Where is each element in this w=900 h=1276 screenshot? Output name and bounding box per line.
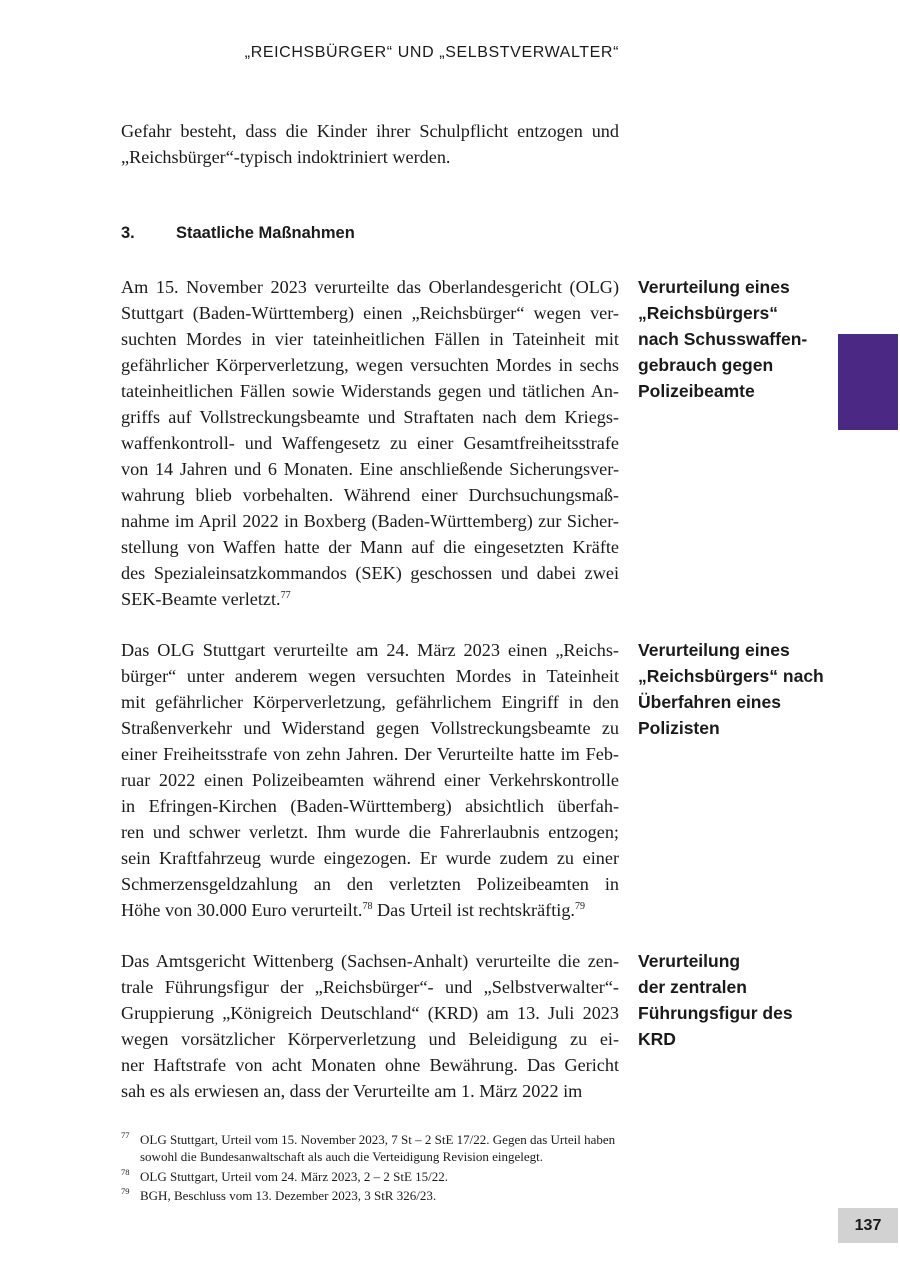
text-line <box>121 1026 619 1052</box>
text-line <box>121 404 619 430</box>
text-segment: „Reichsbürger“-typisch indoktriniert werden. <box>121 147 451 167</box>
margin-note-line: Polizisten <box>638 718 720 738</box>
body-paragraph <box>121 274 619 612</box>
section-title: Staatliche Maßnahmen <box>176 224 355 242</box>
text-segment: Stuttgart (Baden-Württemberg) einen „Reichsbürger“ wegen ver- <box>121 303 619 323</box>
text-segment: suchten Mordes in vier tateinheitlichen Fällen in Tateinheit mit <box>121 329 619 349</box>
margin-note-line: der zentralen <box>638 977 747 997</box>
margin-note <box>638 948 828 1052</box>
text-line <box>121 948 619 974</box>
text-segment: in Efringen-Kirchen (Baden-Württemberg) absichtlich überfah- <box>121 796 619 816</box>
footnote-mark: 79 <box>121 1186 130 1196</box>
text-line <box>121 482 619 508</box>
text-line <box>121 456 619 482</box>
text-segment: Das Urteil ist rechtskräftig. <box>372 900 575 920</box>
text-segment: wahrung blieb vorbehalten. Während einer Durchsuchungsmaß- <box>121 485 619 505</box>
text-line <box>121 560 619 586</box>
text-segment: gefährlicher Körperverletzung, wegen versuchten Mordes in sechs <box>121 355 619 375</box>
page-number: 137 <box>838 1208 898 1243</box>
text-segment: nahme im April 2022 in Boxberg (Baden-Württemberg) zur Sicher- <box>121 511 619 531</box>
text-line <box>121 144 619 170</box>
footnote-reference[interactable]: 78 <box>362 901 373 912</box>
footnote-reference[interactable]: 79 <box>574 901 585 912</box>
text-segment: einer Freiheitsstrafe von zehn Jahren. Der Verurteilte hatte im Feb- <box>121 744 619 764</box>
text-line <box>121 118 619 144</box>
text-line <box>121 508 619 534</box>
text-segment: bürger“ unter anderem wegen versuchten Mordes in Tateinheit <box>121 666 619 686</box>
body-paragraph <box>121 948 619 1104</box>
text-segment: Schmerzensgeldzahlung an den verletzten Polizeibeamten in <box>121 874 619 894</box>
text-line <box>121 1000 619 1026</box>
footnote-reference[interactable]: 77 <box>280 590 291 601</box>
text-segment: ner Haftstrafe von acht Monaten ohne Bewährung. Das Gericht <box>121 1055 619 1075</box>
text-line <box>121 767 619 793</box>
text-segment: des Spezialeinsatzkommandos (SEK) geschossen und dabei zwei <box>121 563 619 583</box>
text-line <box>121 715 619 741</box>
text-line <box>121 1052 619 1078</box>
chapter-tab-marker <box>838 334 898 430</box>
text-line <box>121 326 619 352</box>
margin-note-line: „Reichsbürgers“ nach <box>638 666 824 686</box>
footnote-mark: 78 <box>121 1167 130 1177</box>
text-segment: SEK-Beamte verletzt. <box>121 589 281 609</box>
text-segment: Am 15. November 2023 verurteilte das Oberlandesgericht (OLG) <box>121 277 619 297</box>
text-line <box>121 378 619 404</box>
text-line <box>121 300 619 326</box>
text-segment: Gruppierung „Königreich Deutschland“ (KRD) am 13. Juli 2023 <box>121 1003 619 1023</box>
footnote-mark: 77 <box>121 1130 130 1140</box>
text-line <box>121 871 619 897</box>
text-segment: sah es als erwiesen an, dass der Verurteilte am 1. März 2022 im <box>121 1081 583 1101</box>
section-number: 3. <box>121 224 135 242</box>
section-heading <box>121 224 355 243</box>
footnote-77 <box>121 1131 621 1165</box>
margin-note-line: Verurteilung eines <box>638 277 790 297</box>
text-line <box>121 586 619 612</box>
text-segment: stellung von Waffen hatte der Mann auf die eingesetzten Kräfte <box>121 537 619 557</box>
text-segment: wegen vorsätzlicher Körperverletzung und Beleidigung zu ei- <box>121 1029 619 1049</box>
text-line <box>121 274 619 300</box>
margin-note-line: nach Schusswaffen- <box>638 329 808 349</box>
text-line <box>121 974 619 1000</box>
margin-note-line: Verurteilung eines <box>638 640 790 660</box>
text-segment: trale Führungsfigur der „Reichsbürger“- und „Selbstverwalter“- <box>121 977 619 997</box>
text-line <box>121 352 619 378</box>
text-segment: Höhe von 30.000 Euro verurteilt. <box>121 900 363 920</box>
footnote-text: BGH, Beschluss vom 13. Dezember 2023, 3 StR 326/23. <box>140 1188 437 1203</box>
margin-note-line: gebrauch gegen <box>638 355 774 375</box>
text-line <box>121 637 619 663</box>
margin-note <box>638 637 828 741</box>
text-segment: waffenkontroll- und Waffengesetz zu einer Gesamtfreiheitsstrafe <box>121 433 619 453</box>
text-line <box>121 1078 619 1104</box>
footnote-text: OLG Stuttgart, Urteil vom 24. März 2023, 2 – 2 StE 15/22. <box>140 1169 449 1184</box>
text-line <box>121 741 619 767</box>
text-segment: von 14 Jahren und 6 Monaten. Eine anschließende Sicherungsver- <box>121 459 619 479</box>
text-segment: sein Kraftfahrzeug wurde eingezogen. Er wurde zudem zu einer <box>121 848 619 868</box>
margin-note-line: Führungsfigur des <box>638 1003 793 1023</box>
text-segment: ruar 2022 einen Polizeibeamten während einer Verkehrskontrolle <box>121 770 619 790</box>
footnote-78 <box>121 1168 621 1185</box>
text-line <box>121 534 619 560</box>
margin-note-line: KRD <box>638 1029 676 1049</box>
footnote-text: OLG Stuttgart, Urteil vom 15. November 2023, 7 St – 2 StE 17/22. Gegen das Urteil haben sowohl die Bundesanwaltschaft als auch die Verteidigung Revision eingelegt. <box>140 1132 616 1164</box>
body-paragraph <box>121 637 619 923</box>
text-line <box>121 793 619 819</box>
margin-note <box>638 274 828 404</box>
text-segment: tateinheitlichen Fällen sowie Widerstands gegen und tätlichen An- <box>121 381 619 401</box>
margin-note-line: Verurteilung <box>638 951 741 971</box>
text-line <box>121 689 619 715</box>
text-segment: griffs auf Vollstreckungsbeamte und Straftaten nach dem Kriegs- <box>121 407 619 427</box>
margin-note-line: Überfahren eines <box>638 692 781 712</box>
text-segment: mit gefährlicher Körperverletzung, gefährlichem Eingriff in den <box>121 692 619 712</box>
text-line <box>121 897 619 923</box>
text-segment: ren und schwer verletzt. Ihm wurde die Fahrerlaubnis entzogen; <box>121 822 619 842</box>
margin-note-line: Polizeibeamte <box>638 381 755 401</box>
text-line <box>121 819 619 845</box>
text-segment: Straßenverkehr und Widerstand gegen Vollstreckungsbeamte zu <box>121 718 619 738</box>
text-line <box>121 430 619 456</box>
text-segment: Das Amtsgericht Wittenberg (Sachsen-Anhalt) verurteilte die zen- <box>121 951 619 971</box>
margin-note-line: „Reichsbürgers“ <box>638 303 779 323</box>
text-segment: Das OLG Stuttgart verurteilte am 24. März 2023 einen „Reichs- <box>121 640 619 660</box>
text-segment: Gefahr besteht, dass die Kinder ihrer Schulpflicht entzogen und <box>121 121 619 141</box>
text-line <box>121 845 619 871</box>
running-header: „REICHSBÜRGER“ UND „SELBSTVERWALTER“ <box>244 44 619 61</box>
intro-paragraph <box>121 118 619 170</box>
text-line <box>121 663 619 689</box>
footnote-79 <box>121 1187 621 1204</box>
